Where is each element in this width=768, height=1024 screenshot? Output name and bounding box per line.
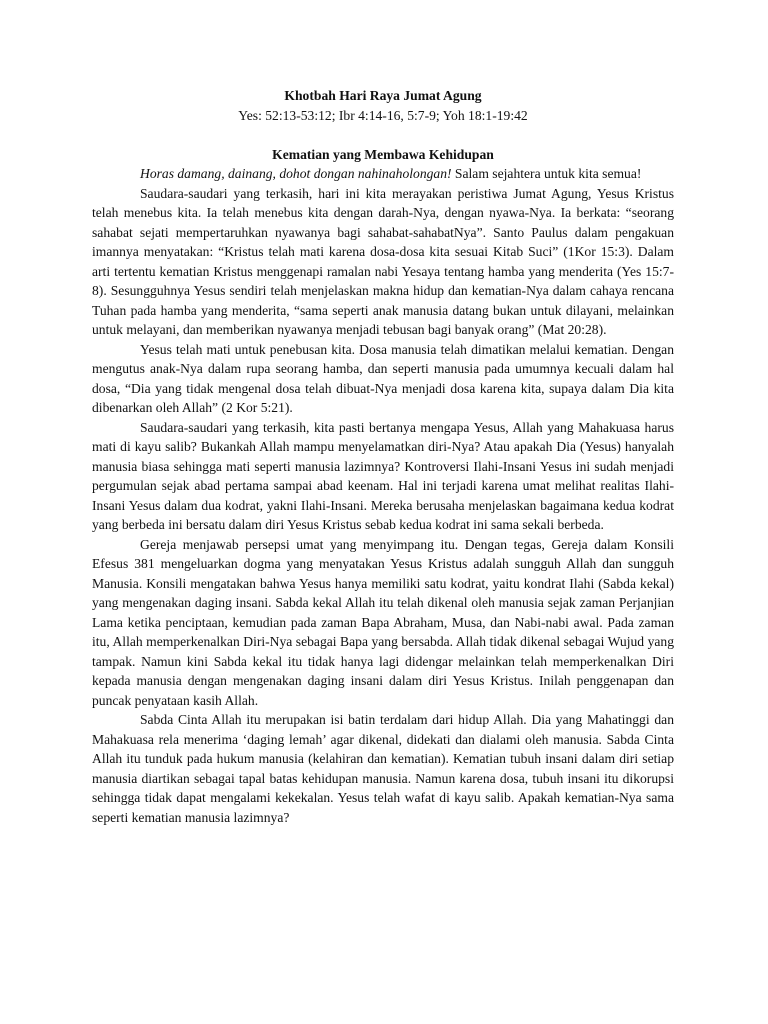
body-paragraph-5: Sabda Cinta Allah itu merupakan isi batin terdalam dari hidup Allah. Dia yang Mahatinggi dan Mahakuasa rela menerima ‘daging lemah’ agar dikenal, didekati dan dialami oleh manusia. Sabda Cinta Allah itu tunduk pada hukum manusia (kelahiran dan kematian). Kematian tubuh insani dalam diri setiap manusia diartikan sebagai tapal batas kehidupan manusia. Namun karena dosa, tubuh insani itu dikorupsi sehingga tidak dapat mengalami kekekalan. Yesus telah wafat di kayu salib. Apakah kematian-Nya sama seperti kematian manusia lazimnya? (92, 712, 674, 825)
scripture-readings: Yes: 52:13-53:12; Ibr 4:14-16, 5:7-9; Yoh 18:1-19:42 (238, 107, 528, 123)
greeting-italic: Horas damang, dainang, dohot dongan nahinaholongan! (140, 166, 452, 181)
greeting-rest: Salam sejahtera untuk kita semua! (451, 166, 642, 181)
body-paragraph-1: Saudara-saudari yang terkasih, hari ini kita merayakan peristiwa Jumat Agung, Yesus Kristus telah menebus kita. Ia telah menebus kita dengan darah-Nya, dengan nyawa-Nya. Ia berkata: “seorang sahabat sejati mempertaruhkan nyawanya bagi sahabat-sahabatNya”. Santo Paulus dalam pengakuan imannya menyatakan: “Kristus telah mati karena dosa-dosa kita sesuai Kitab Suci” (1Kor 15:3). Dalam arti tertentu kematian Kristus menggenapi ramalan nabi Yesaya tentang hamba yang menderita (Yes 15:7-8). Sesungguhnya Yesus sendiri telah menjelaskan makna hidup dan kematian-Nya dalam cahaya rencana Tuhan pada hamba yang menderita, “sama seperti anak manusia datang bukan untuk dilayani, melainkan untuk melayani, dan memberikan nyawanya menjadi tebusan bagi banyak orang” (Mat 20:28). (92, 185, 674, 337)
blank-line (92, 125, 674, 145)
body-paragraph-2: Yesus telah mati untuk penebusan kita. Dosa manusia telah dimatikan melalui kematian. Dengan mengutus anak-Nya dalam rupa seorang hamba, dan seperti manusia pada umumnya kecuali dalam hal dosa, “Dia yang tidak mengenal dosa telah dibuat-Nya menjadi dosa karena kita, supaya dalam Dia kita dibenarkan oleh Allah” (2 Kor 5:21). (92, 341, 674, 415)
sermon-heading: Kematian yang Membawa Kehidupan (272, 146, 494, 162)
document-title: Khotbah Hari Raya Jumat Agung (284, 88, 482, 103)
greeting-paragraph (92, 164, 674, 184)
document-page (92, 86, 674, 827)
body-paragraph-3: Saudara-saudari yang terkasih, kita pasti bertanya mengapa Yesus, Allah yang Mahakuasa harus mati di kayu salib? Bukankah Allah mampu menyelamatkan diri-Nya? Atau apakah Dia (Yesus) hanyalah manusia biasa sehingga mati seperti manusia lazimnya? Kontroversi Ilahi-Insani Yesus ini sudah menjadi pergumulan sejak abad pertama sampai abad keenam. Hal ini terjadi karena umat melihat realitas Ilahi-Insani Yesus dalam dua kodrat, yakni Ilahi-Insani. Mereka berusaha menjelaskan bagaimana kedua kodrat yang berbeda ini bersatu dalam diri Yesus Kristus sebab kedua kodrat ini sama sekali berbeda. (92, 419, 674, 532)
body-paragraph-4: Gereja menjawab persepsi umat yang menyimpang itu. Dengan tegas, Gereja dalam Konsili Efesus 381 mengeluarkan dogma yang menyatakan Yesus Kristus adalah sungguh Allah dan sungguh Manusia. Konsili mengatakan bahwa Yesus hanya memiliki satu kodrat, yaitu kondrat Ilahi (Sabda kekal) yang mengenakan daging insani. Sabda kekal Allah itu telah dikenal oleh manusia sejak zaman Perjanjian Lama ketika penciptaan, kemudian pada zaman Bapa Abraham, Musa, dan Nabi-nabi awal. Pada zaman itu, Allah memperkenalkan Diri-Nya sebagai Bapa yang bersabda. Allah tidak dikenal sebagai Wujud yang tampak. Namun kini Sabda kekal itu tidak hanya lagi didengar melainkan telah memperkenalkan Diri kepada manusia dengan mengenakan daging insani dalam diri Yesus Kristus. Inilah penggenapan dan puncak penyataan kasih Allah. (92, 536, 674, 708)
